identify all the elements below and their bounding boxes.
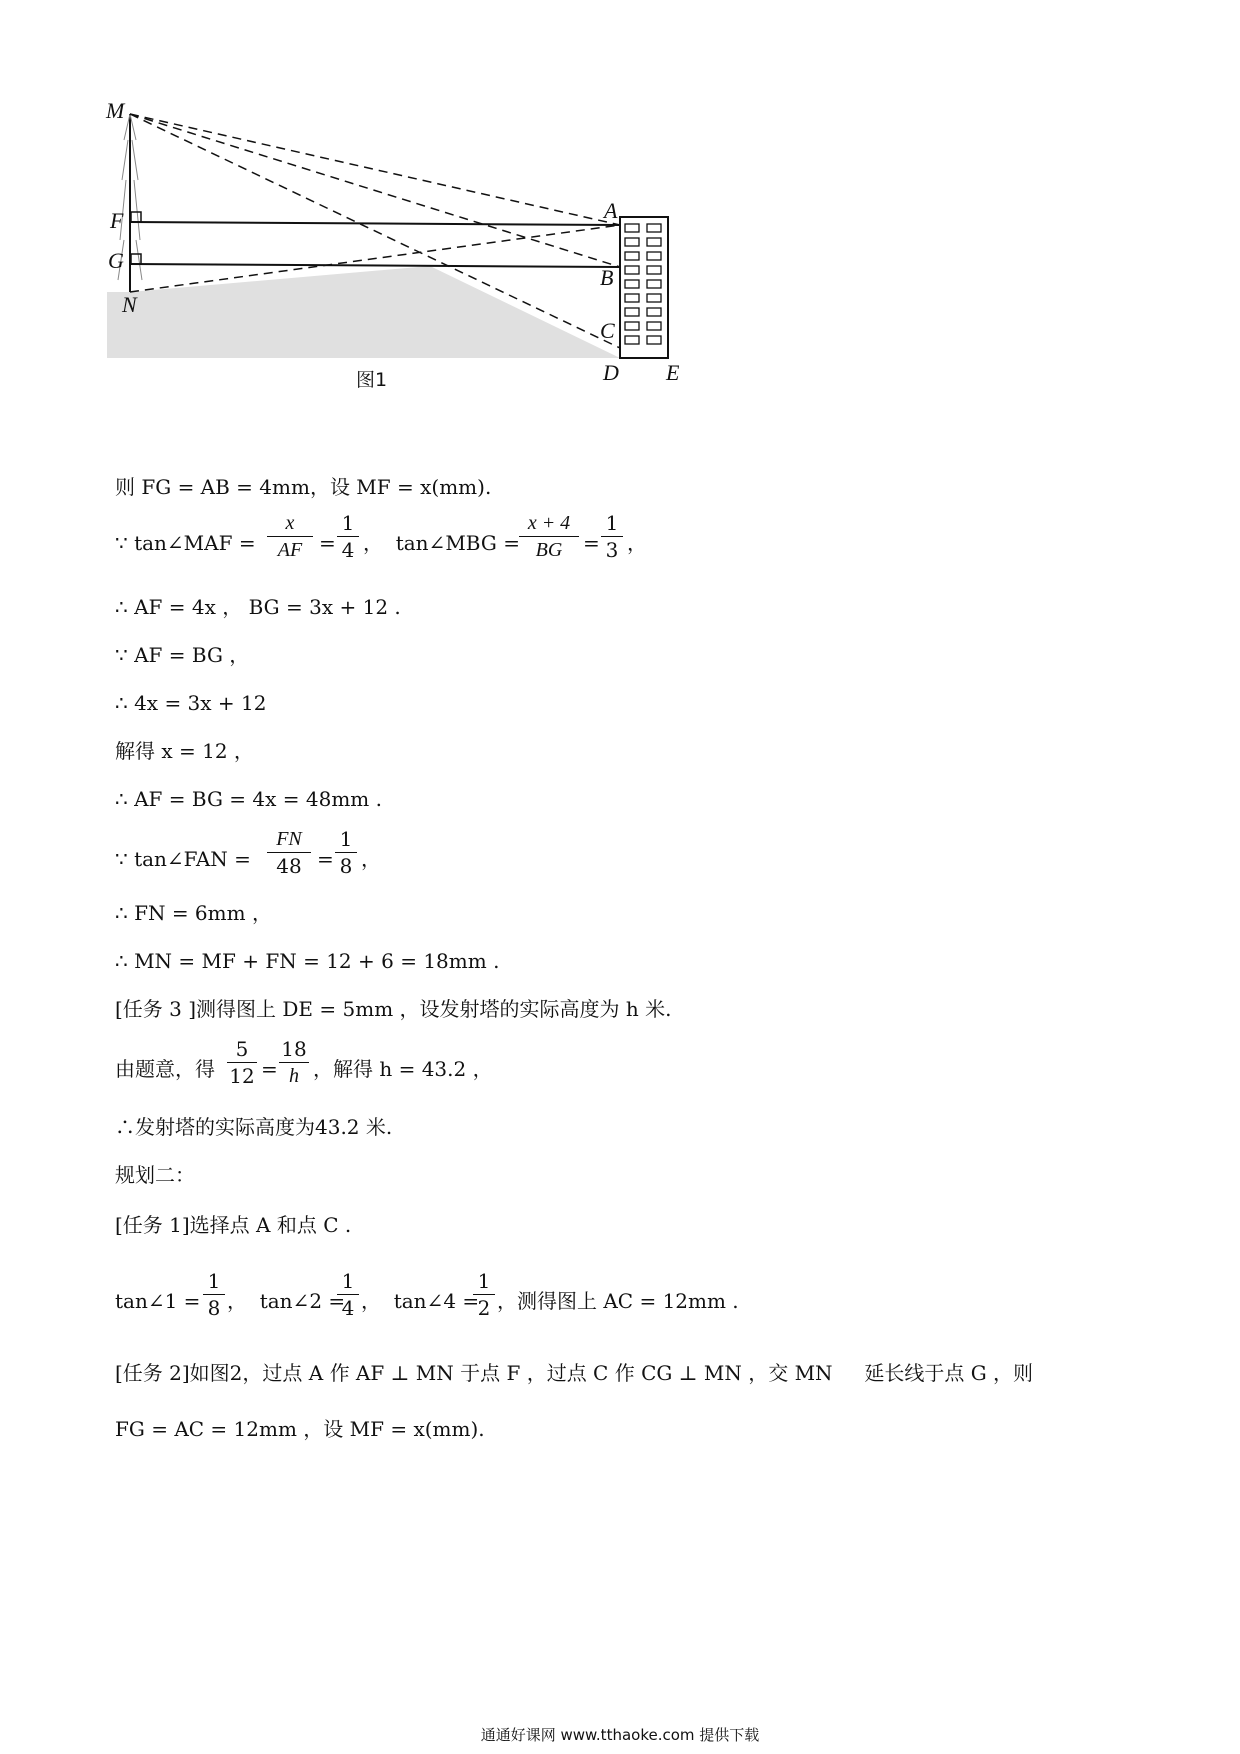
text: 则 FG = AB = 4mm，设 MF = x(mm). [115,475,492,499]
text: ， tan∠2 = [227,1289,346,1313]
line-6 [115,736,1200,766]
label-c: C [600,318,615,343]
text: [任务 3 ]测得图上 DE = 5mm ，设发射塔的实际高度为 h 米. [115,997,672,1021]
text: = [319,531,336,555]
label-m: M [106,100,125,123]
line-7 [115,784,1200,814]
fraction: $\frac{x}{AF}$ [267,510,313,563]
text: ∵ tan∠MAF = [115,531,256,555]
line-11 [115,994,1200,1024]
label-g: G [108,248,124,273]
line-1 [115,472,1200,502]
text: tan∠1 = [115,1289,201,1313]
label-e: E [666,360,680,385]
line-3 [115,592,1200,622]
fraction: $\frac{x + 4}{BG}$ [519,510,579,563]
figure-caption: 图1 [356,369,388,391]
line-9 [115,898,1200,928]
line-fa [130,222,620,225]
text: ∵ AF = BG ， [115,643,250,667]
line-5 [115,688,1200,718]
text: FG = AC = 12mm ，设 MF = x(mm). [115,1417,485,1441]
text: ∴ AF = 4x ， BG = 3x + 12 . [115,595,401,619]
right-angle-mark-f [131,212,141,222]
fraction: $\frac{1}{4}$ [337,1268,359,1321]
label-n: N [122,292,137,317]
line-18 [115,1414,1200,1444]
text: ∴ MN = MF + FN = 12 + 6 = 18mm . [115,949,500,973]
line-17 [115,1358,1200,1388]
text: ， [361,847,381,871]
text: ∴ FN = 6mm ， [115,901,272,925]
text: ，测得图上 AC = 12mm . [497,1289,739,1313]
line-gb [130,264,620,267]
geometry-figure [100,100,800,440]
fraction: $\frac{FN}{48}$ [267,826,311,879]
label-d: D [603,360,619,385]
text: [任务 1]选择点 A 和点 C . [115,1213,352,1237]
text: = [583,531,600,555]
line-4 [115,640,1200,670]
fraction: $\frac{18}{h}$ [279,1036,309,1089]
fraction: $\frac{5}{12}$ [227,1036,257,1089]
text: ∴ 4x = 3x + 12 [115,691,267,715]
fraction: $\frac{1}{2}$ [473,1268,495,1321]
text: = [261,1057,278,1081]
line-10 [115,946,1200,976]
text: ， [627,531,647,555]
fraction: $\frac{1}{8}$ [335,826,357,879]
label-b: B [600,265,614,290]
text: [任务 2]如图2，过点 A 作 AF ⊥ MN 于点 F ，过点 C 作 CG ⊥ MN ，交 MN 延长线于点 G ，则 [115,1361,1034,1385]
text: ∴ AF = BG = 4x = 48mm . [115,787,382,811]
line-14 [115,1160,1200,1190]
line-13 [115,1112,1200,1142]
text: ， tan∠MBG = [363,531,520,555]
text: 解得 x = 12 ， [115,739,254,763]
fraction: $\frac{1}{4}$ [337,510,359,563]
fraction: $\frac{1}{8}$ [203,1268,225,1321]
line-15 [115,1210,1200,1240]
label-f: F [110,208,124,233]
text: = [317,847,334,871]
text: ，解得 h = 43.2 ， [313,1057,493,1081]
text: ∴发射塔的实际高度为43.2 米. [115,1115,393,1139]
footer-text: 通通好课网 www.tthaoke.com 提供下载 [480,1726,760,1744]
fraction: $\frac{1}{3}$ [601,510,623,563]
text: ∵ tan∠FAN = [115,847,251,871]
text: 规划二： [115,1163,195,1187]
label-a: A [604,198,618,223]
figure-1 [100,100,800,440]
text: ， tan∠4 = [361,1289,480,1313]
text: 由题意，得 [115,1057,215,1081]
